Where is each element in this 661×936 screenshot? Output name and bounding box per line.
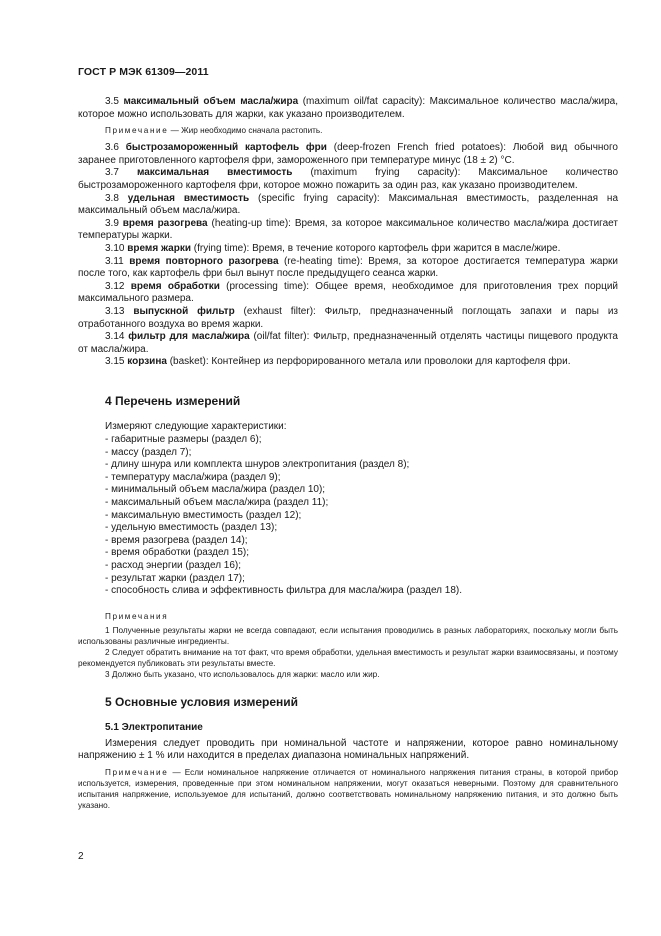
term: фильтр для масла/жира bbox=[128, 331, 250, 343]
term-text: (re-heating time): Время, за которое достигается температура жарки после того, как картофель фри был вынут после предыдущего сеанса жарки. bbox=[78, 255, 619, 280]
list-item: - минимальный объем масла/жира (раздел 10); bbox=[105, 484, 326, 496]
term-text: (deep-frozen French fried potatoes): Любой вид обычного заранее приготовленного картофеля фри, замороженного при температуре минус (18 ± 2) °С. bbox=[78, 142, 618, 166]
definition-3-7 bbox=[78, 167, 618, 192]
note-text: — Жир необходимо сначала растопить. bbox=[168, 126, 323, 136]
term: максимальный объем масла/жира bbox=[123, 96, 299, 107]
note-label: Примечание bbox=[105, 767, 169, 777]
term-text: (frying time): Время, в течение которого картофель фри жарится в масле/жире. bbox=[190, 242, 561, 254]
term-text: (specific frying capacity): Максимальная вместимость, разделенная на максимальный объем масла/жира. bbox=[78, 192, 619, 217]
definition-3-11 bbox=[78, 256, 618, 281]
term-text: (maximum frying capacity): Максимальное количество быстрозамороженного картофеля фри, которое можно пожарить за один раз, как указано производителем. bbox=[78, 167, 619, 191]
term-number: 3.7 bbox=[105, 167, 119, 179]
list-item: - расход энергии (раздел 16); bbox=[105, 560, 242, 571]
list-item: - время обработки (раздел 15); bbox=[105, 547, 250, 559]
term: время жарки bbox=[127, 242, 191, 254]
definition-3-10 bbox=[78, 243, 618, 256]
section-4-heading: 4 Перечень измерений bbox=[105, 393, 241, 408]
term-number: 3.11 bbox=[105, 255, 124, 267]
note-item: 2 Следует обратить внимание на тот факт, что время обработки, удельная вместимость и результат жарки взаимосвязаны, и поэтому рекомендуется публиковать эти результаты вместе. bbox=[78, 648, 618, 669]
note-text: — Если номинальное напряжение отличается от номинального напряжения питания страны, в которой прибор используется, измерения, проведенные при этом номинальном напряжении, могут оказаться неверными. Поэтому для сравнительного испытания напряжение, используемое для испытаний, должно соответствовать номинальному напряжению питания, и это должно быть указано. bbox=[78, 767, 618, 810]
note-label: Примечание bbox=[105, 126, 169, 136]
term: удельная вместимость bbox=[127, 192, 250, 204]
definition-3-12 bbox=[78, 281, 618, 306]
term-number: 3.15 bbox=[105, 356, 125, 368]
term-number: 3.14 bbox=[105, 331, 125, 343]
list-item: - время разогрева (раздел 14); bbox=[105, 534, 248, 546]
definition-3-5 bbox=[78, 96, 618, 121]
definition-3-14 bbox=[78, 331, 618, 356]
term: быстрозамороженный картофель фри bbox=[125, 142, 327, 154]
list-item: - габаритные размеры (раздел 6); bbox=[105, 434, 262, 446]
term: время обработки bbox=[130, 280, 220, 292]
definition-3-6 bbox=[78, 142, 618, 167]
term: время повторного разогрева bbox=[129, 255, 279, 267]
definition-3-13 bbox=[78, 306, 618, 331]
term-text: (maximum oil/fat capacity): Максимальное количество масла/жира, которое можно использовать для жарки, как указано производителем. bbox=[78, 96, 619, 120]
term-number: 3.5 bbox=[105, 96, 119, 107]
list-item: - максимальный объем масла/жира (раздел 11); bbox=[105, 497, 329, 509]
running-header: ГОСТ Р МЭК 61309—2011 bbox=[78, 66, 209, 78]
list-item: - результат жарки (раздел 17); bbox=[105, 572, 245, 584]
term-text: (heating-up time): Время, за которое максимальное количество масла/жира достигает температуры жарки. bbox=[78, 217, 618, 242]
note-item: 1 Полученные результаты жарки не всегда совпадают, если испытания проводились в разных лабораториях, поскольку могли быть использованы различные ингредиенты. bbox=[78, 626, 618, 647]
section-5-1-note bbox=[78, 767, 618, 811]
measurements-list bbox=[78, 434, 618, 598]
definition-3-9 bbox=[78, 218, 618, 243]
term-number: 3.13 bbox=[105, 305, 125, 317]
term-number: 3.12 bbox=[105, 280, 125, 292]
list-item: - длину шнура или комплекта шнуров электропитания (раздел 8); bbox=[105, 459, 410, 471]
section-5-heading: 5 Основные условия измерений bbox=[105, 695, 299, 710]
section-4-intro: Измеряют следующие характеристики: bbox=[105, 421, 287, 433]
term: максимальная вместимость bbox=[136, 167, 293, 179]
page-content bbox=[78, 96, 618, 817]
list-item: - массу (раздел 7); bbox=[105, 446, 192, 458]
term-text: (oil/fat filter): Фильтр, предназначенный отделять частицы пищевого продукта от масла/жира. bbox=[78, 331, 618, 355]
definition-3-8 bbox=[78, 193, 618, 218]
list-item: - максимальную вместимость (раздел 12); bbox=[105, 509, 302, 521]
term-number: 3.9 bbox=[105, 217, 119, 229]
term-text: (processing time): Общее время, необходимое для приготовления трех порций максимального размера. bbox=[78, 280, 618, 305]
subsection-5-1-heading: 5.1 Электропитание bbox=[105, 721, 203, 733]
term: выпускной фильтр bbox=[133, 305, 235, 317]
term-text: (exhaust filter): Фильтр, предназначенный поглощать запахи и пары из отработанного воздуха во время жарки. bbox=[78, 305, 618, 330]
notes-title: Примечания bbox=[105, 611, 169, 621]
list-item: - способность слива и эффективность фильтра для масла/жира (раздел 18). bbox=[105, 585, 463, 597]
note-3-5 bbox=[78, 125, 618, 136]
term-number: 3.8 bbox=[105, 192, 119, 204]
term-number: 3.6 bbox=[105, 142, 119, 154]
section-5-1-text: Измерения следует проводить при номинальной частоте и напряжении, которое равно номинальному напряжению ± 1 % или находится в пределах диапазона номинальных напряжений. bbox=[78, 737, 618, 762]
term-number: 3.10 bbox=[105, 242, 125, 254]
term: корзина bbox=[127, 356, 167, 368]
note-item: 3 Должно быть указано, что использовалось для жарки: масло или жир. bbox=[105, 670, 380, 680]
definition-3-15 bbox=[78, 356, 618, 369]
term-text: (basket): Контейнер из перфорированного метала или проволоки для картофеля фри. bbox=[166, 356, 571, 368]
page-number: 2 bbox=[78, 851, 84, 862]
term: время разогрева bbox=[122, 217, 208, 229]
list-item: - температуру масла/жира (раздел 9); bbox=[105, 471, 281, 483]
list-item: - удельную вместимость (раздел 13); bbox=[105, 522, 278, 534]
